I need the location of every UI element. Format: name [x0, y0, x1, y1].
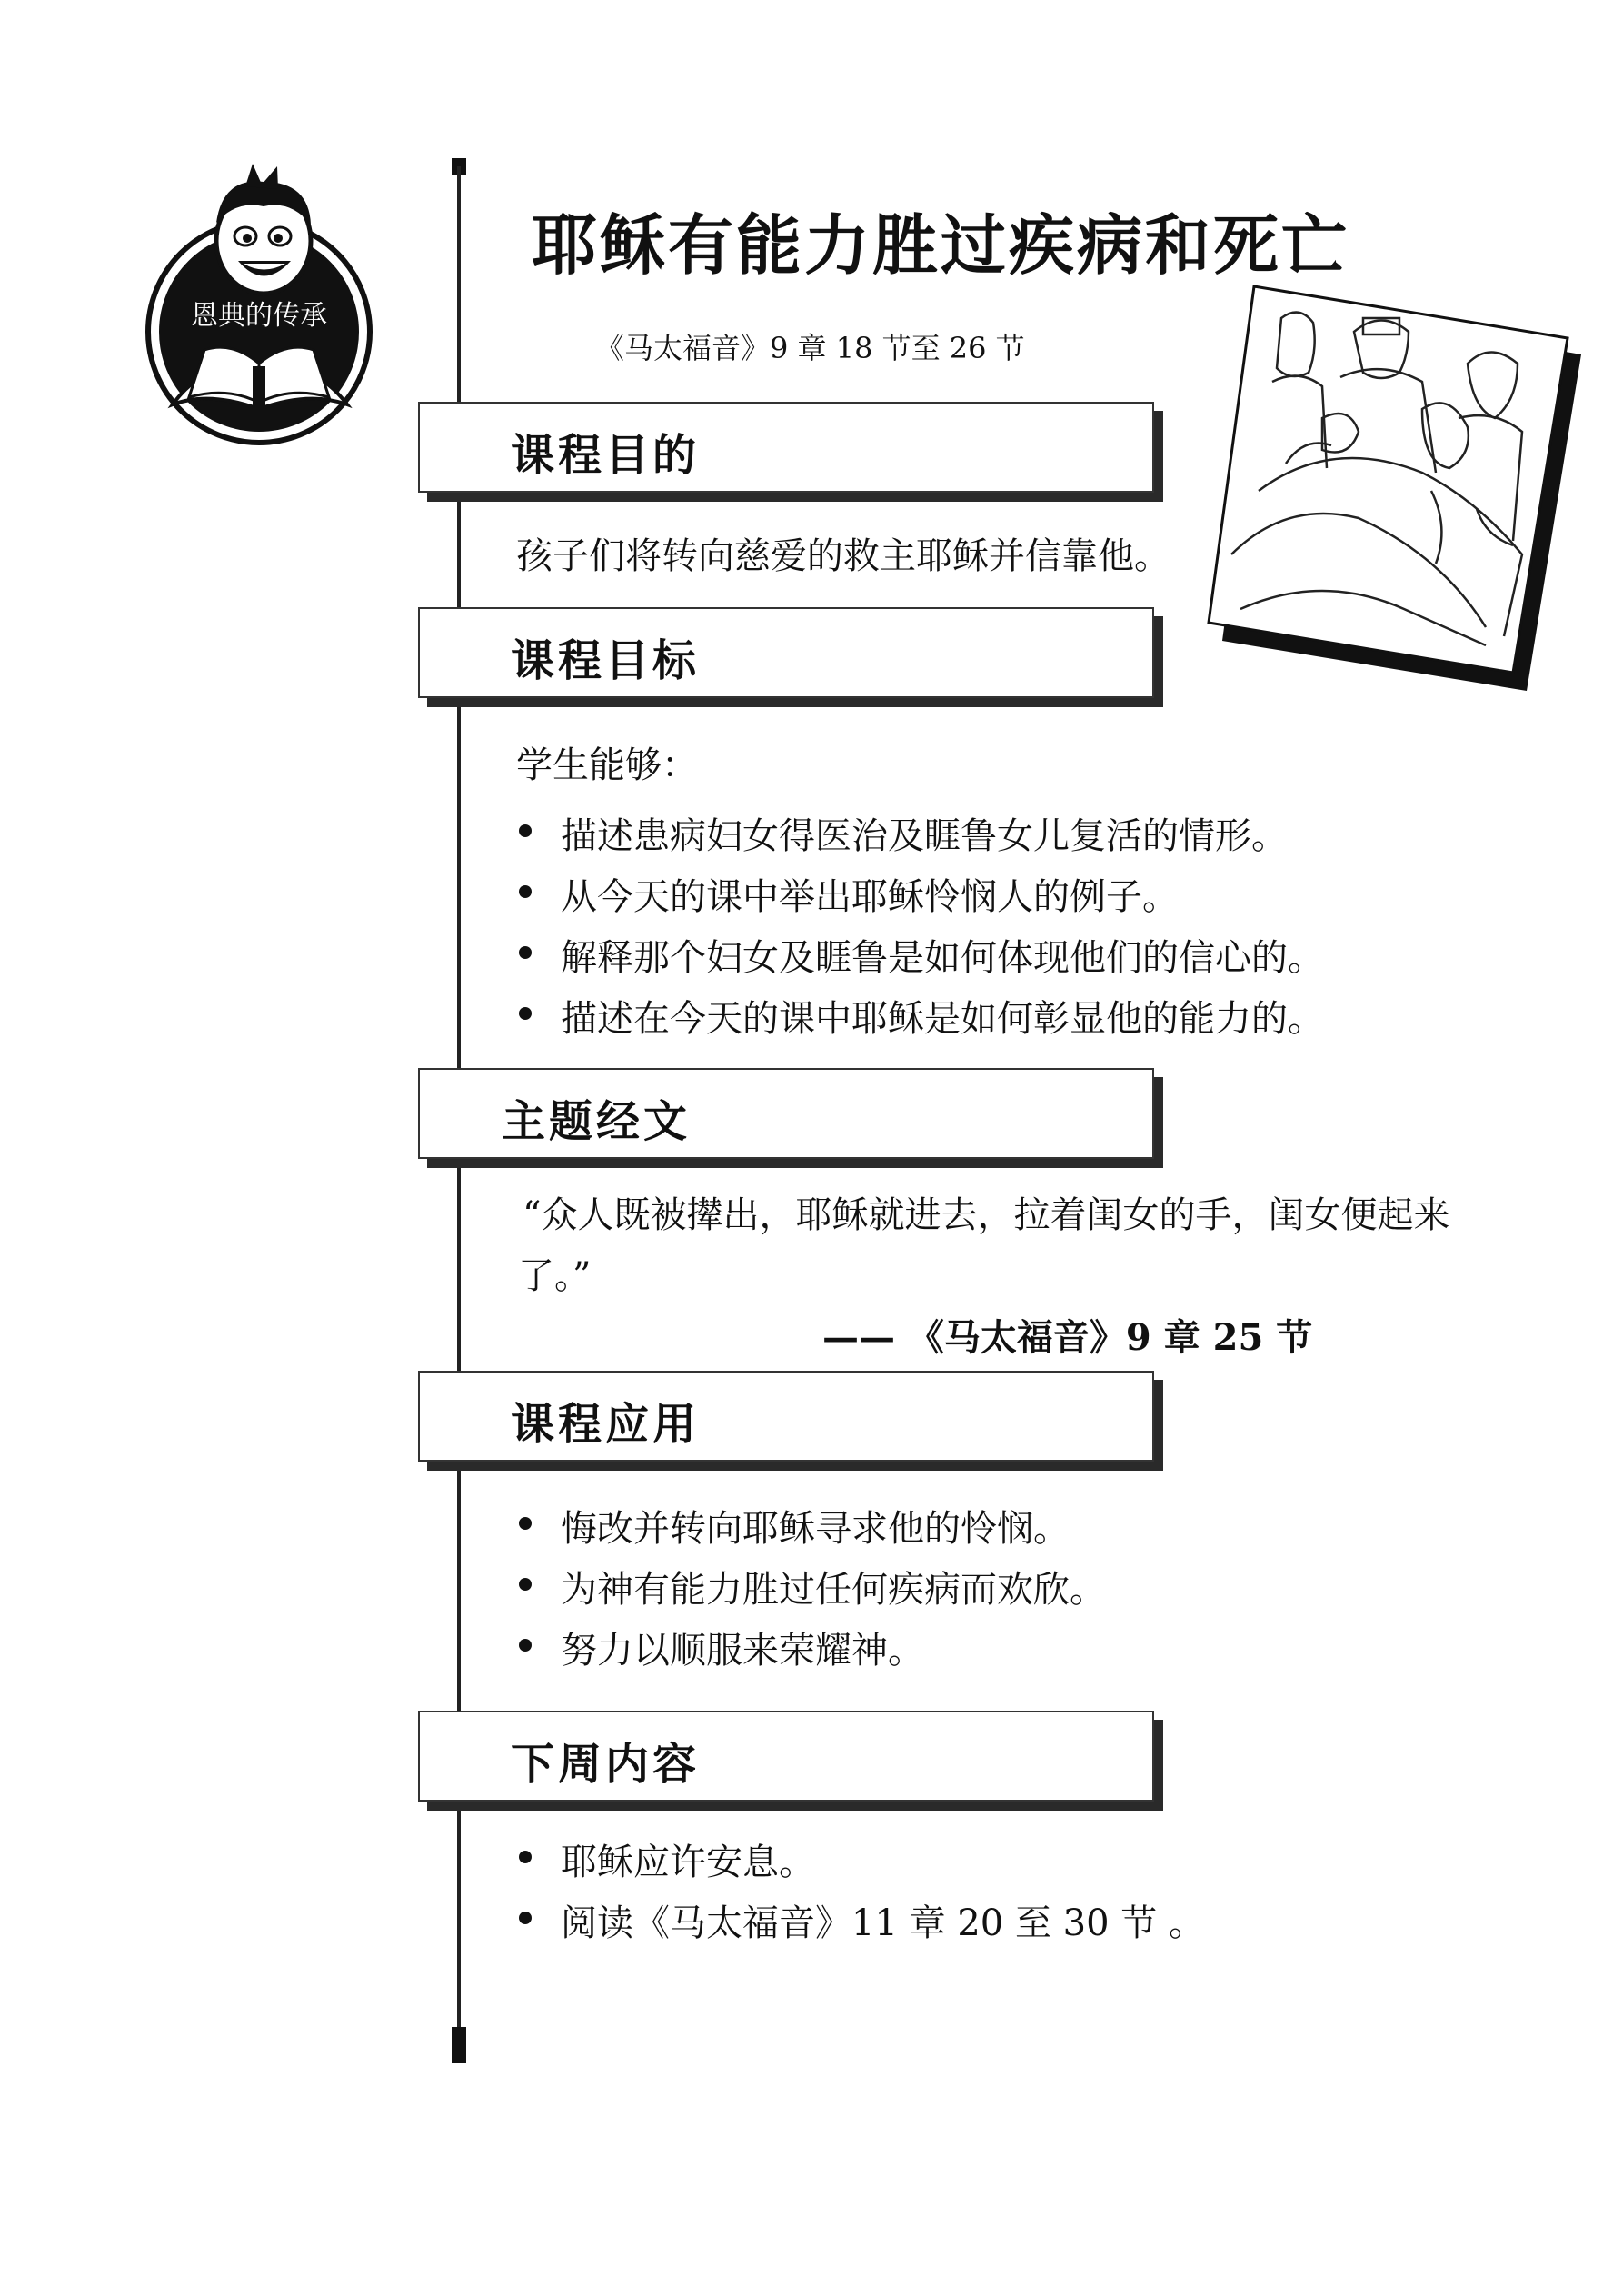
ministry-logo: [136, 159, 382, 450]
list-item: 描述在今天的课中耶稣是如何彰显他的能力的。: [561, 990, 1324, 1042]
list-item: 耶稣应许安息。: [561, 1833, 815, 1885]
bullet-icon: [519, 1912, 532, 1924]
section-title: 课程应用: [511, 1399, 701, 1450]
verse-line-2: 了。”: [518, 1255, 592, 1297]
list-item: 从今天的课中举出耶稣怜悯人的例子。: [561, 868, 1179, 920]
section-header-next-week: [418, 1711, 1154, 1802]
section-header-application: [418, 1371, 1154, 1462]
list-item: 阅读《马太福音》11 章 20 至 30 节 。: [561, 1894, 1205, 1946]
timeline-bottom-cap: [452, 2027, 466, 2063]
verse-citation: —— 《马太福音》9 章 25 节: [822, 1316, 1313, 1359]
section-title: 课程目标: [511, 635, 701, 686]
lesson-title: 耶稣有能力胜过疾病和死亡: [532, 206, 1350, 284]
list-item: 描述患病妇女得医治及睚鲁女儿复活的情形。: [561, 807, 1288, 859]
bullet-icon: [519, 1578, 532, 1591]
list-item: 解释那个妇女及睚鲁是如何体现他们的信心的。: [561, 929, 1324, 981]
section-header-theme-verse: [418, 1068, 1154, 1159]
section-title: 课程目的: [511, 430, 701, 481]
list-item: 努力以顺服来荣耀神。: [561, 1622, 924, 1673]
bullet-icon: [519, 1639, 532, 1652]
section-title: 主题经文: [502, 1096, 692, 1147]
bullet-icon: [519, 1851, 532, 1863]
list-item: 为神有能力胜过任何疾病而欢欣。: [561, 1561, 1106, 1612]
section-header-objectives: [418, 607, 1154, 698]
section-title: 下周内容: [511, 1739, 701, 1790]
bullet-icon: [519, 1007, 532, 1020]
section-header-purpose: [418, 402, 1154, 493]
bullet-icon: [519, 946, 532, 959]
bullet-icon: [519, 1517, 532, 1530]
scripture-reference: 《马太福音》9 章 18 节至 26 节: [595, 331, 1025, 365]
verse-line-1: “众人既被撵出，耶稣就进去，拉着闺女的手，闺女便起来: [523, 1194, 1450, 1236]
logo-text: 恩典的传承: [191, 300, 327, 332]
bible-story-illustration: [1204, 282, 1581, 691]
list-item: 悔改并转向耶稣寻求他的怜悯。: [561, 1500, 1070, 1552]
purpose-text: 孩子们将转向慈爱的救主耶稣并信靠他。: [516, 535, 1170, 577]
bullet-icon: [519, 885, 532, 898]
bullet-icon: [519, 824, 532, 837]
objectives-intro: 学生能够：: [516, 744, 698, 786]
